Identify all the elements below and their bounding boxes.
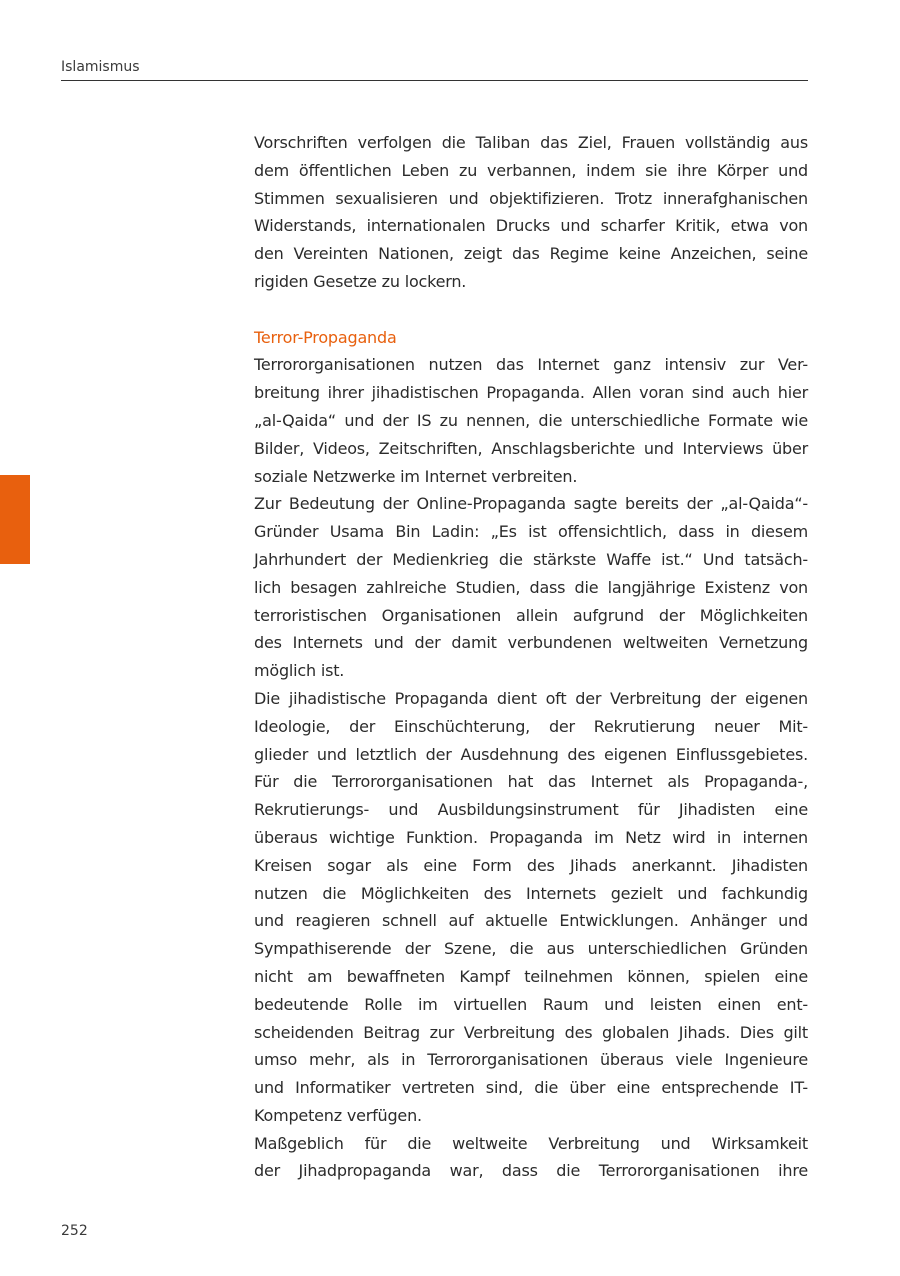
chapter-side-tab xyxy=(0,475,30,564)
text-line: Bilder, Videos, Zeitschriften, Anschlagsberichte und Interviews über xyxy=(254,438,808,458)
text-line: und reagieren schnell auf aktuelle Entwicklungen. Anhänger und xyxy=(254,911,808,931)
text-line: lich besagen zahlreiche Studien, dass die langjährige Existenz von xyxy=(254,577,808,597)
text-line: überaus wichtige Funktion. Propaganda im Netz wird in internen xyxy=(254,827,808,847)
text-line: Stimmen sexualisieren und objektifizieren. Trotz innerafghanischen xyxy=(254,188,808,208)
text-line: und Informatiker vertreten sind, die über eine entsprechende IT- xyxy=(254,1078,808,1098)
text-line: Kompetenz verfügen. xyxy=(254,1105,422,1125)
text-line: rigiden Gesetze zu lockern. xyxy=(254,271,467,291)
body-text xyxy=(254,129,808,1185)
text-line: möglich ist. xyxy=(254,661,345,681)
running-header: Islamismus xyxy=(61,59,140,75)
header-rule xyxy=(61,80,808,81)
section-heading: Terror-Propaganda xyxy=(254,327,397,347)
text-line: Vorschriften verfolgen die Taliban das Ziel, Frauen vollständig aus xyxy=(254,133,808,152)
paragraph xyxy=(254,685,808,1130)
text-line: des Internets und der damit verbundenen weltweiten Vernetzung xyxy=(254,633,808,653)
text-line: umso mehr, als in Terrororganisationen überaus viele Ingenieure xyxy=(254,1050,808,1070)
text-line: der Jihadpropaganda war, dass die Terrororganisationen ihre xyxy=(254,1161,808,1181)
text-line: Gründer Usama Bin Ladin: „Es ist offensichtlich, dass in diesem xyxy=(254,522,808,542)
text-line: terroristischen Organisationen allein aufgrund der Möglichkeiten xyxy=(254,605,808,625)
text-line: nutzen die Möglichkeiten des Internets gezielt und fachkundig xyxy=(254,883,808,903)
text-line: den Vereinten Nationen, zeigt das Regime keine Anzeichen, seine xyxy=(254,244,808,264)
text-line: Widerstands, internationalen Drucks und scharfer Kritik, etwa von xyxy=(254,216,808,236)
text-line: glieder und letztlich der Ausdehnung des eigenen Einflussgebietes. xyxy=(254,744,808,764)
text-line: soziale Netzwerke im Internet verbreiten. xyxy=(254,466,578,486)
text-line: scheidenden Beitrag zur Verbreitung des globalen Jihads. Dies gilt xyxy=(254,1022,808,1042)
text-line: dem öffentlichen Leben zu verbannen, indem sie ihre Körper und xyxy=(254,160,808,180)
text-line: Maßgeblich für die weltweite Verbreitung und Wirksamkeit xyxy=(254,1133,808,1153)
text-line: Für die Terrororganisationen hat das Internet als Propaganda-, xyxy=(254,772,808,792)
text-line: Ideologie, der Einschüchterung, der Rekrutierung neuer Mit- xyxy=(254,716,808,736)
text-line: Terrororganisationen nutzen das Internet ganz intensiv zur Ver- xyxy=(254,355,808,375)
text-line: Rekrutierungs- und Ausbildungsinstrument für Jihadisten eine xyxy=(254,800,808,820)
paragraph xyxy=(254,1130,808,1186)
text-line: nicht am bewaffneten Kampf teilnehmen können, spielen eine xyxy=(254,966,808,986)
page-number: 252 xyxy=(61,1223,88,1239)
text-line: „al-Qaida“ und der IS zu nennen, die unterschiedliche Formate wie xyxy=(254,410,808,430)
text-line: Die jihadistische Propaganda dient oft der Verbreitung der eigenen xyxy=(254,688,808,708)
text-line: bedeutende Rolle im virtuellen Raum und leisten einen ent- xyxy=(254,994,808,1014)
text-line: Kreisen sogar als eine Form des Jihads anerkannt. Jihadisten xyxy=(254,855,808,875)
text-line: Zur Bedeutung der Online-Propaganda sagte bereits der „al-Qaida“- xyxy=(254,494,808,514)
text-line: breitung ihrer jihadistischen Propaganda. Allen voran sind auch hier xyxy=(254,383,808,403)
paragraph xyxy=(254,351,808,490)
paragraph-gap xyxy=(254,296,808,324)
text-line: Jahrhundert der Medienkrieg die stärkste Waffe ist.“ Und tatsäch- xyxy=(254,549,808,569)
text-line: Sympathiserende der Szene, die aus unterschiedlichen Gründen xyxy=(254,939,808,959)
paragraph xyxy=(254,490,808,685)
intro-paragraph xyxy=(254,129,808,296)
